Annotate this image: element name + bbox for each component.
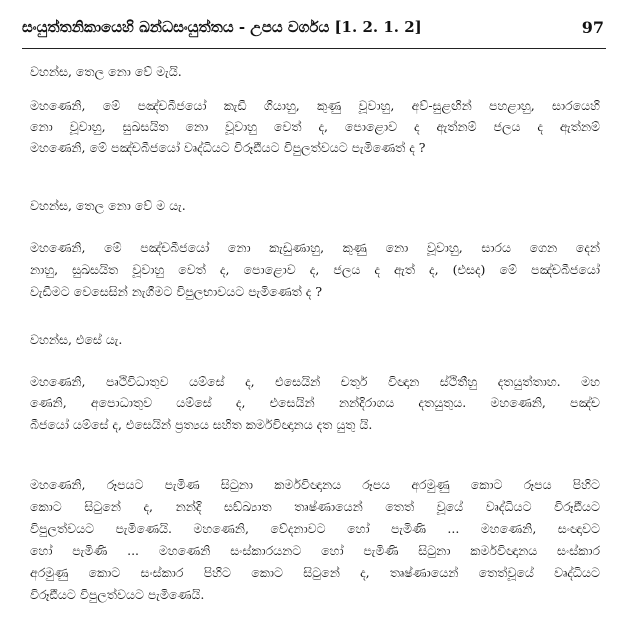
text-line: අරමුණු කොට සංස්කාර පිහිට කොට සිටුනේ ද, තෘෂ්ණායෙන් තෙත්වූයේ වෘද්ධියට xyxy=(30,565,600,580)
text-line: හෝ පැමිණි ... මහණෙනි සංස්කාරයනට හෝ පැමිණි සිටුනා කර්මවිඥානය සංස්කාර xyxy=(30,543,600,558)
text-line: මහණෙනි, රූපයට පැමිණ සිටුනා කර්මවිඥානය රූපය අරමුණු කොට රූපය පිහිට xyxy=(30,477,600,492)
text-line: ණෙනි, අපොධාතුව යම්සේ ද, එසෙයින් නන්දිරාගය දතයුතුය. මහණෙනි, පඤ්ච xyxy=(30,395,600,410)
text-line: වහන්ස, තෙල නො වේ ම යැ. xyxy=(30,198,186,213)
text-line: වහන්ස, තෙල නො වේ මැයි. xyxy=(30,64,182,79)
text-line: මහණෙනි, පෘථිවිධාතුව යම්සේ ද, එසෙයින් චතුර් විඥාන ස්ථිතීහු දතයුත්තාහ. මහ xyxy=(30,374,600,389)
page-header xyxy=(22,14,606,49)
text-line: නො වූවාහු, සුඛසයිත නො වූවාහු වෙත් ද, පොළොව ද ඇත්නම් ජලය ද ඇත්නම් xyxy=(30,119,600,134)
text-line: වැඩීමට වෙසෙසින් නැගීමට විපුලභාවයට පැමිණෙත් ද ? xyxy=(30,284,323,299)
text-line: බීජයෝ යම්සේ ද, එසෙයින් ප්‍රත්‍යය සහිත කර්මවිඥානය දත යුතු යි. xyxy=(30,417,373,432)
text-line: මහණෙනි, මේ පඤ්චබීජයෝ නො කැඩුණාහු, කුණු නො වූවාහු, සාරය ගෙන දෙන් xyxy=(30,240,600,255)
page-number: 97 xyxy=(581,18,604,37)
text-line: නාහු, සුඛසයිත වූවාහු වෙත් ද, පොළොව ද, ජලය ද ඇත් ද, (එසද) මේ පඤ්චබීජයෝ xyxy=(30,262,600,277)
text-line: වහන්ස, එසේ යැ. xyxy=(30,332,123,347)
text-line: විරූඪියට විපුලත්වයට පැමිණෙයි. xyxy=(30,587,205,602)
text-line: විපුලත්වයට පැමිණෙයි. මහණෙනි, වේදනාවට හෝ පැමිණි ... මහණෙනි, සංඥාවට xyxy=(30,521,600,536)
text-line: කොට සිටුනේ ද, නන්දි සඞ්ඛ්‍යාත තෘෂ්ණායෙන් තෙත් වූයේ වෘද්ධියට විරූඪියට xyxy=(30,499,600,514)
text-line: මහණෙනි, මේ පඤ්චබීජයෝ කැඩී ගියාහු, කුණු වූවාහු, අව්-සුළඟින් පහළාහු, සාරයෙහි xyxy=(30,98,600,113)
running-title: සංයුත්තනිකායෙහි ඛන්ධසංයුත්තය - උපය වර්ගය [1. 2. 1. 2] xyxy=(22,18,422,36)
text-line: මහණෙනි, මේ පඤ්චබීජයෝ වෘද්ධියට විරූඪියට විපුලත්වයට පැමිණෙත් ද ? xyxy=(30,140,426,155)
